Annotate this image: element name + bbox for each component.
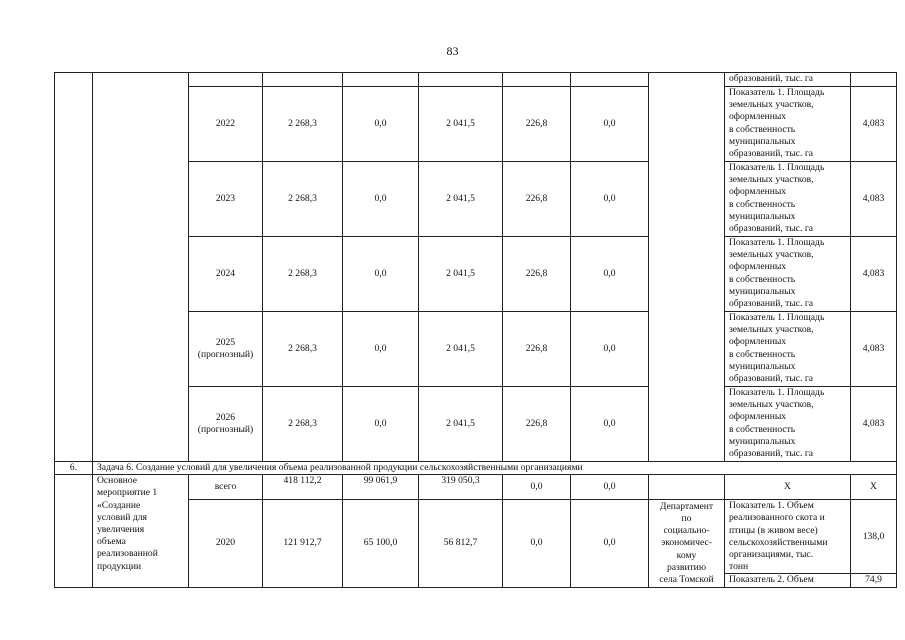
indicator-value-cell: 138,0 xyxy=(851,500,897,574)
regional-cell: 2 041,5 xyxy=(419,312,503,387)
local-cell: 226,8 xyxy=(503,162,571,237)
federal-cell: 99 061,9 xyxy=(343,475,419,500)
task-title: Задача 6. Создание условий для увеличения объема реализованной продукции сельскохозяйственными организациями xyxy=(93,462,897,475)
federal-cell: 0,0 xyxy=(343,87,419,162)
regional-cell: 56 812,7 xyxy=(419,500,503,587)
regional-cell: 2 041,5 xyxy=(419,387,503,462)
indicator-value-cell: 4,083 xyxy=(851,237,897,312)
local-cell: 0,0 xyxy=(503,500,571,587)
regional-cell: 319 050,3 xyxy=(419,475,503,500)
indicator-cell: образований, тыс. га xyxy=(725,73,851,87)
indicator-cell: Показатель 1. Площадь земельных участков, оформленных в собственность муниципальных образований, тыс. га xyxy=(725,87,851,162)
local-cell xyxy=(503,73,571,87)
table-body xyxy=(55,73,897,588)
regional-cell xyxy=(419,73,503,87)
indicator-value-cell: 4,083 xyxy=(851,312,897,387)
federal-cell: 0,0 xyxy=(343,312,419,387)
other-cell: 0,0 xyxy=(571,387,649,462)
other-cell: 0,0 xyxy=(571,162,649,237)
number-cell xyxy=(55,475,93,587)
indicator-cell: Показатель 1. Площадь земельных участков, оформленных в собственность муниципальных образований, тыс. га xyxy=(725,387,851,462)
federal-cell: 0,0 xyxy=(343,387,419,462)
number-cell xyxy=(55,73,93,462)
total-cell: 2 268,3 xyxy=(263,237,343,312)
other-cell: 0,0 xyxy=(571,87,649,162)
indicator-value-cell: 4,083 xyxy=(851,387,897,462)
local-cell: 226,8 xyxy=(503,87,571,162)
year-cell: 2023 xyxy=(189,162,263,237)
year-cell: 2022 xyxy=(189,87,263,162)
task-number: 6. xyxy=(55,462,93,475)
table-row xyxy=(55,73,897,87)
task-row xyxy=(55,462,897,475)
federal-cell: 0,0 xyxy=(343,237,419,312)
department-cell xyxy=(649,73,725,462)
local-cell: 226,8 xyxy=(503,237,571,312)
other-cell xyxy=(571,73,649,87)
total-cell xyxy=(263,73,343,87)
local-cell: 0,0 xyxy=(503,475,571,500)
year-cell: всего xyxy=(189,475,263,500)
local-cell: 226,8 xyxy=(503,387,571,462)
total-cell: 2 268,3 xyxy=(263,162,343,237)
regional-cell: 2 041,5 xyxy=(419,87,503,162)
year-cell: 2025 (прогнозный) xyxy=(189,312,263,387)
total-cell: 121 912,7 xyxy=(263,500,343,587)
total-cell: 2 268,3 xyxy=(263,87,343,162)
program-table xyxy=(54,72,897,588)
total-cell: 418 112,2 xyxy=(263,475,343,500)
year-cell: 2024 xyxy=(189,237,263,312)
department-cell xyxy=(649,475,725,500)
federal-cell: 0,0 xyxy=(343,162,419,237)
local-cell: 226,8 xyxy=(503,312,571,387)
measure-name-cell: Основное мероприятие 1 «Создание условий для увеличения объема реализованной продукции xyxy=(93,475,189,587)
indicator-value-cell xyxy=(851,73,897,87)
regional-cell: 2 041,5 xyxy=(419,237,503,312)
regional-cell: 2 041,5 xyxy=(419,162,503,237)
indicator-cell: Показатель 1. Площадь земельных участков, оформленных в собственность муниципальных образований, тыс. га xyxy=(725,162,851,237)
federal-cell: 65 100,0 xyxy=(343,500,419,587)
table-row xyxy=(55,475,897,500)
other-cell: 0,0 xyxy=(571,237,649,312)
year-cell: 2026 (прогнозный) xyxy=(189,387,263,462)
indicator-value-cell: 4,083 xyxy=(851,162,897,237)
page-number: 83 xyxy=(446,44,459,58)
indicator-cell: Показатель 1. Площадь земельных участков, оформленных в собственность муниципальных образований, тыс. га xyxy=(725,237,851,312)
indicator-cell: Показатель 1. Площадь земельных участков, оформленных в собственность муниципальных образований, тыс. га xyxy=(725,312,851,387)
indicator-value-cell: Х xyxy=(851,475,897,500)
total-cell: 2 268,3 xyxy=(263,387,343,462)
indicator-value-cell: 74,9 xyxy=(851,574,897,587)
year-cell xyxy=(189,73,263,87)
other-cell: 0,0 xyxy=(571,500,649,587)
other-cell: 0,0 xyxy=(571,475,649,500)
total-cell: 2 268,3 xyxy=(263,312,343,387)
indicator-cell: Показатель 2. Объем xyxy=(725,574,851,587)
indicator-value-cell: 4,083 xyxy=(851,87,897,162)
year-cell: 2020 xyxy=(189,500,263,587)
department-cell: Департамент по социально- экономичес- кому развитию села Томской xyxy=(649,500,725,587)
indicator-cell: Х xyxy=(725,475,851,500)
measure-name-cell xyxy=(93,73,189,462)
federal-cell xyxy=(343,73,419,87)
indicator-cell: Показатель 1. Объем реализованного скота и птицы (в живом весе) сельскохозяйственными организациями, тыс. тонн xyxy=(725,500,851,574)
other-cell: 0,0 xyxy=(571,312,649,387)
